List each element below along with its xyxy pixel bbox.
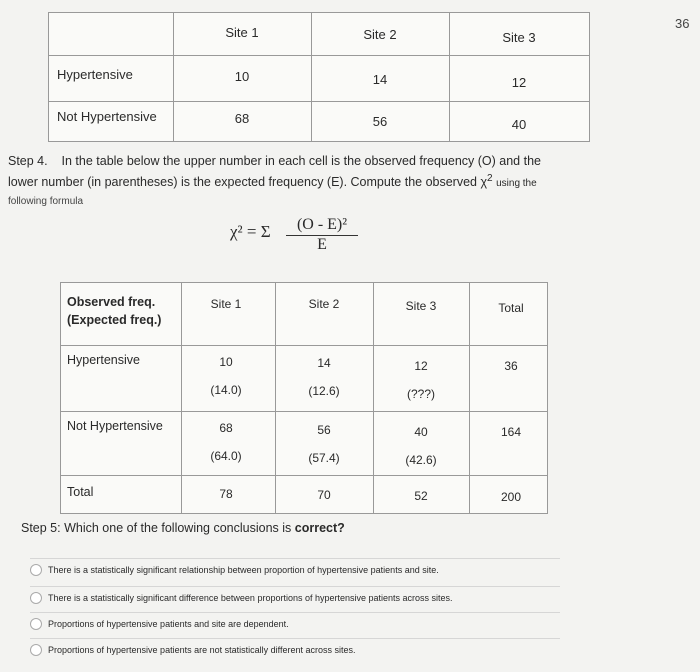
step4-line3: following formula — [8, 196, 84, 208]
grand-total: 200 — [500, 490, 522, 504]
step4-line2: lower number (in parentheses) is the expected frequency (E). Compute the observed — [8, 175, 477, 190]
row-total: 36 — [504, 359, 518, 373]
cell-value: 68 — [234, 111, 250, 126]
row-label-total: Total — [67, 485, 94, 499]
formula-numerator: (O - E)² — [286, 216, 358, 236]
column-total: 52 — [414, 489, 428, 503]
expected-value: (12.6) — [308, 384, 340, 398]
radio-button[interactable] — [30, 644, 42, 656]
cell-value: 14 — [372, 72, 388, 87]
chi-symbol: χ — [480, 175, 488, 190]
formula-denominator: E — [317, 236, 327, 253]
observed-value: 14 — [317, 356, 331, 370]
cell-value: 56 — [372, 114, 388, 129]
header-site-2: Site 2 — [363, 27, 397, 42]
header-total: Total — [498, 301, 524, 315]
radio-button[interactable] — [30, 564, 42, 576]
row-label-not-hypertensive: Not Hypertensive — [67, 419, 163, 433]
observed-expected-table — [60, 282, 548, 514]
step4-label: Step 4. — [8, 154, 48, 168]
step4-line1: In the table below the upper number in each cell is the observed frequency (O) and the — [61, 154, 541, 168]
header-site-1: Site 1 — [210, 297, 242, 311]
chi-square-formula — [230, 216, 348, 253]
observed-value: 56 — [317, 423, 331, 437]
expected-value: (42.6) — [405, 453, 437, 467]
header-site-1: Site 1 — [225, 25, 259, 40]
option-label: Proportions of hypertensive patients are not statistically different across sites. — [48, 645, 356, 655]
expected-value: (64.0) — [210, 449, 242, 463]
step5-text: Step 5: Which one of the following conclusions is — [21, 521, 295, 535]
expected-value: (14.0) — [210, 383, 242, 397]
step5-question — [21, 521, 345, 535]
header-expected: (Expected freq.) — [67, 313, 162, 327]
chi-exponent: 2 — [487, 173, 493, 184]
step4-instructions — [8, 152, 588, 211]
observed-value: 40 — [414, 425, 428, 439]
formula-lhs: χ² = Σ — [230, 222, 271, 241]
observed-value: 12 — [414, 359, 428, 373]
header-site-2: Site 2 — [308, 297, 340, 311]
frequency-table — [48, 12, 590, 142]
option-label: There is a statistically significant relationship between proportion of hypertensive patients and site. — [48, 565, 439, 575]
expected-value-unknown: (???) — [406, 387, 436, 401]
header-site-3: Site 3 — [405, 299, 437, 313]
step4-using: using the — [496, 178, 537, 190]
option-1[interactable] — [30, 558, 560, 581]
column-total: 70 — [317, 488, 331, 502]
cell-value: 12 — [511, 75, 527, 90]
radio-button[interactable] — [30, 592, 42, 604]
radio-button[interactable] — [30, 618, 42, 630]
option-4[interactable] — [30, 638, 560, 661]
observed-value: 68 — [219, 421, 233, 435]
option-label: There is a statistically significant difference between proportions of hypertensive patients across sites. — [48, 593, 453, 603]
row-label-hypertensive: Hypertensive — [67, 353, 140, 367]
option-label: Proportions of hypertensive patients and site are dependent. — [48, 619, 289, 629]
row-total: 164 — [500, 425, 522, 439]
row-label-not-hypertensive: Not Hypertensive — [57, 109, 157, 124]
page-number: 36 — [675, 16, 690, 31]
row-label-hypertensive: Hypertensive — [57, 67, 133, 82]
observed-value: 10 — [219, 355, 233, 369]
header-observed: Observed freq. — [67, 295, 156, 309]
cell-value: 10 — [234, 69, 250, 84]
cell-value: 40 — [511, 117, 527, 132]
header-site-3: Site 3 — [502, 30, 536, 45]
step5-emphasis: correct? — [294, 521, 345, 535]
option-2[interactable] — [30, 586, 560, 609]
column-total: 78 — [219, 487, 233, 501]
option-3[interactable] — [30, 612, 560, 635]
expected-value: (57.4) — [308, 451, 340, 465]
